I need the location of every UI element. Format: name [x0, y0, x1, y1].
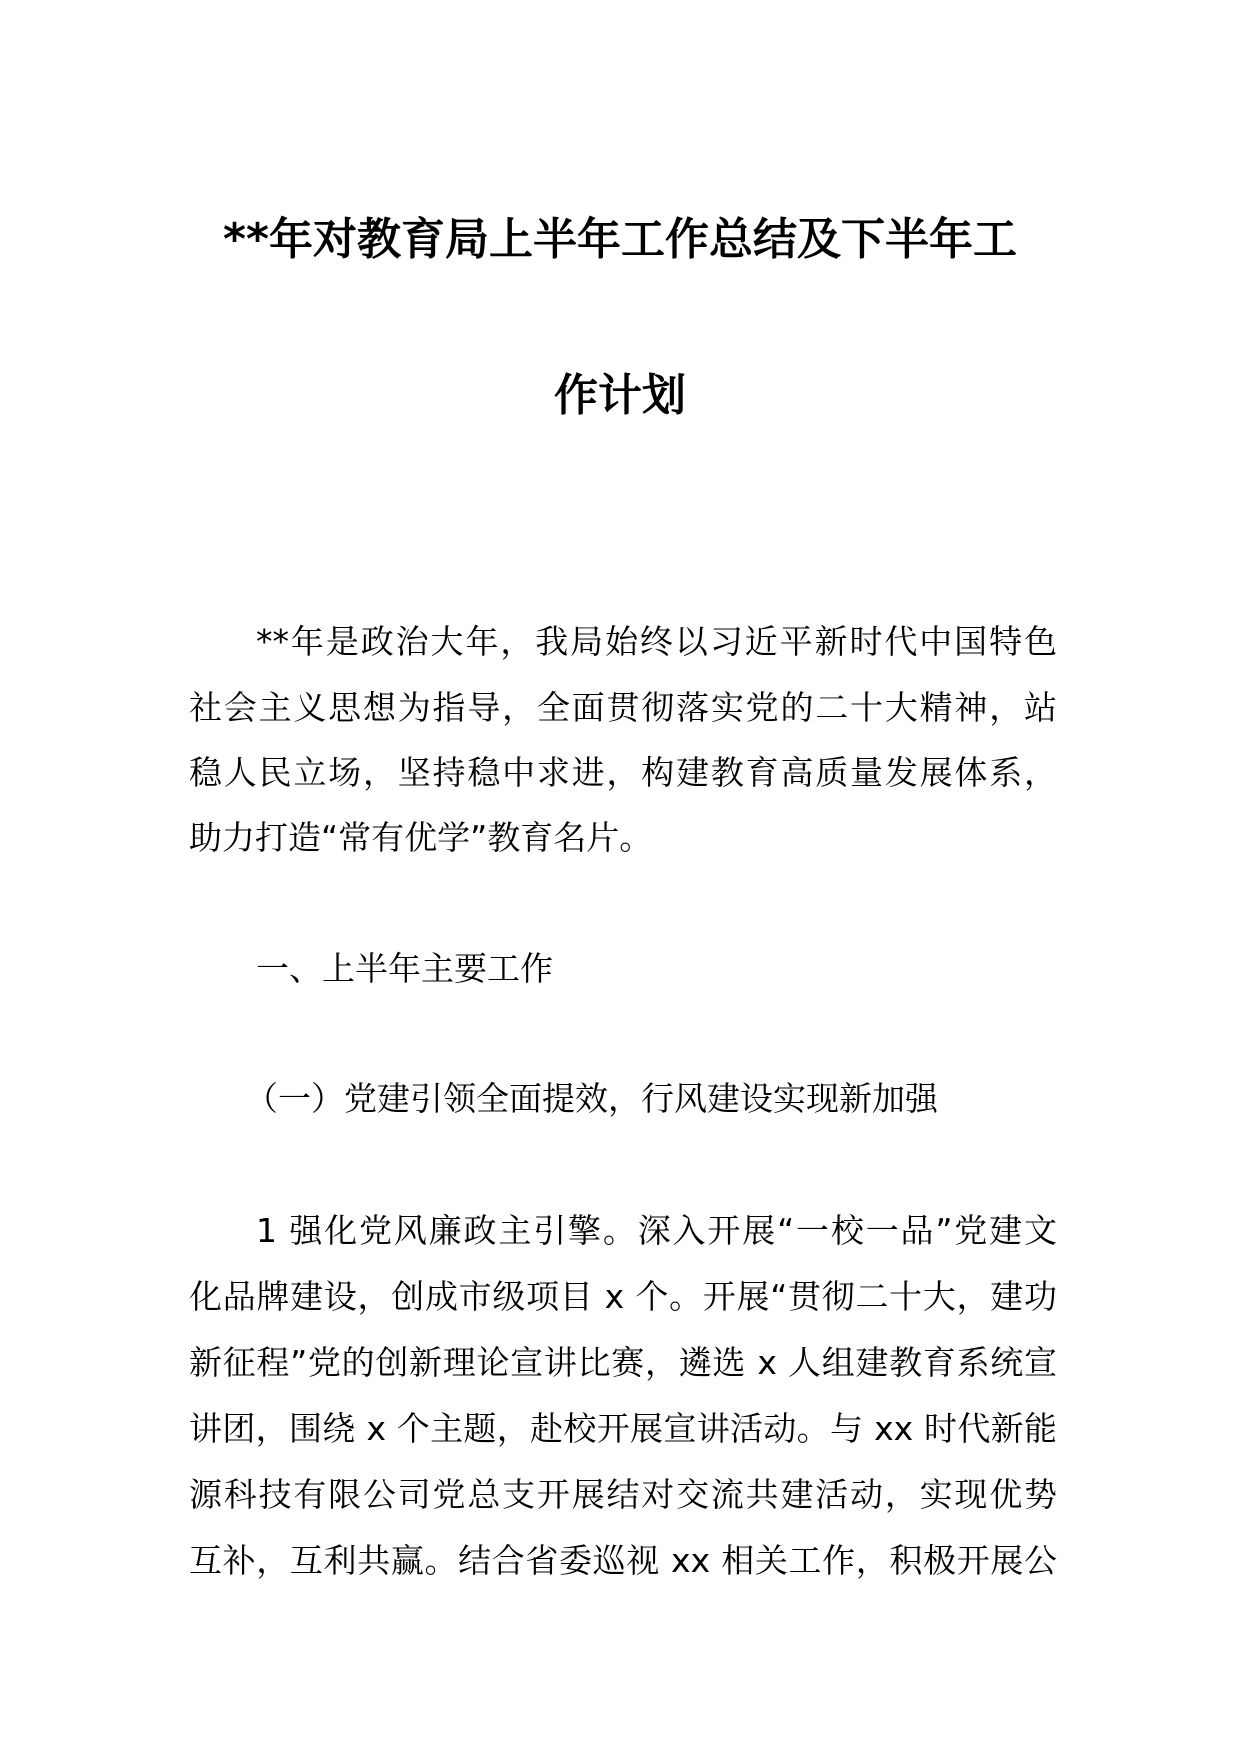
paragraph-line: 讲团，围绕 x 个主题，赴校开展宣讲活动。与 xx 时代新能 [189, 1409, 1058, 1448]
paragraph-line: 源科技有限公司党总支开展结对交流共建活动，实现优势 [189, 1475, 1057, 1514]
subsection-heading: （一）党建引领全面提效，行风建设实现新加强 [245, 1079, 938, 1118]
paragraph-line: 化品牌建设，创成市级项目 x 个。开展“贯彻二十大，建功 [189, 1277, 1057, 1316]
intro-line: 社会主义思想为指导，全面贯彻落实党的二十大精神，站 [189, 688, 1057, 727]
section-heading: 一、上半年主要工作 [256, 949, 553, 988]
paragraph-line: 1 强化党风廉政主引擎。深入开展“一校一品”党建文 [256, 1211, 1057, 1250]
paragraph-line: 互补，互利共赢。结合省委巡视 xx 相关工作，积极开展公 [189, 1541, 1057, 1580]
document-title-line-2: 作计划 [554, 370, 686, 421]
intro-line: 稳人民立场，坚持稳中求进，构建教育高质量发展体系， [189, 753, 1057, 792]
intro-line: 助力打造“常有优学”教育名片。 [189, 818, 653, 857]
intro-line: **年是政治大年，我局始终以习近平新时代中国特色 [256, 622, 1057, 661]
paragraph-line: 新征程”党的创新理论宣讲比赛，遴选 x 人组建教育系统宣 [189, 1343, 1057, 1382]
document-title-line-1: **年对教育局上半年工作总结及下半年工 [222, 214, 1018, 265]
